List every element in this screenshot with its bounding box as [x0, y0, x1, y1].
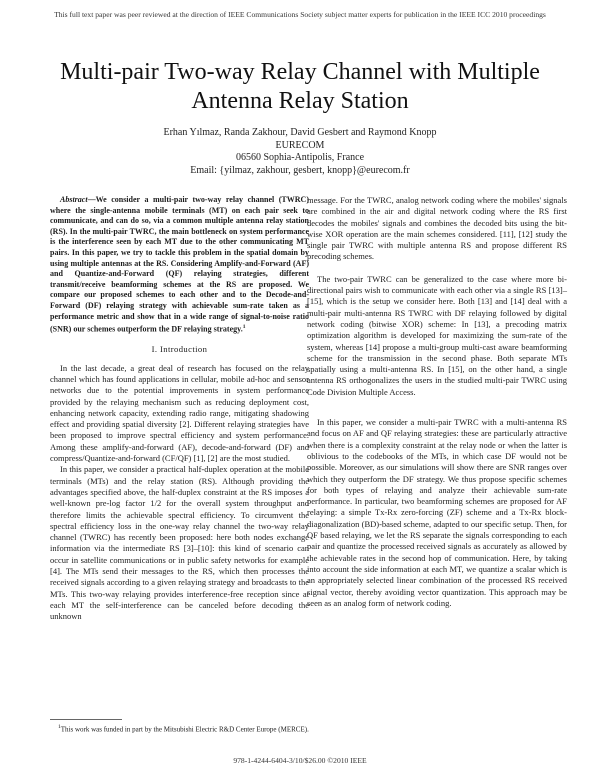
intro-paragraph-2: In this paper, we consider a practical half-duplex operation at the mobile terminals (MTs) and the relay station (RS). Although providing the advantages specified above, the half-duplex constraint at the RS imposes a well-known pre-log factor 1/2 for the overall system throughput and therefore limits the achievable spectral efficiency. To circumvent the spectral efficiency loss in the one-way relay channel the two-way relay channel (TWRC) has recently been proposed: here both nodes exchange information via the intermediate RS [3]–[10]: this kind of scenario can occur in satellite communications or in public safety networks for example [4]. The MTs send their messages to the RS, which then processes the received signals according to a given relaying strategy and broadcasts to the MTs. This two-way relaying provides interference-free reception since at each MT the self-interference can be canceled before decoding the unknown — [50, 464, 309, 622]
right-column — [307, 195, 567, 609]
paper-title: Multi-pair Two-way Relay Channel with Multiple Antenna Relay Station — [60, 59, 540, 114]
paragraph-gap — [307, 398, 567, 417]
paragraph-gap — [307, 263, 567, 274]
abstract — [50, 195, 309, 335]
email: Email: {yilmaz, zakhour, gesbert, knopp}@eurecom.fr — [190, 164, 410, 176]
footnote-text: This work was funded in part by the Mitsubishi Electric R&D Center Europe (MERCE). — [60, 725, 309, 734]
author-block — [0, 127, 600, 177]
left-column — [50, 195, 309, 623]
right-paragraph-2: The two-pair TWRC can be generalized to the case where more bi-directional pairs wish to communicate with each other via a single RS [13]–[15], which is the setup we consider here. Both [13] and [14] deal with a multi-pair multi-antenna RS TWRC with DF relaying followed by digital network coding (bitwise XOR) scheme: In [13], a precoding matrix optimization algorithm is developed for maximizing the sum-rate of the system, whereas [14] propose a multi-group multi-cast aware beamforming scheme for the transmission in the second phase. Both separate MTs spatially using a multi-antenna RS. In [15], on the other hand, a single antenna RS orthogonalizes the users in the studied multi-pair TWRC using Code Division Multiple Access. — [307, 273, 567, 397]
footnote-body — [50, 723, 309, 734]
address: 06560 Sophia-Antipolis, France — [235, 152, 365, 164]
section-heading-introduction: I. Introduction — [151, 344, 208, 355]
right-paragraph-3: In this paper, we consider a multi-pair TWRC with a multi-antenna RS and focus on AF and QF relaying strategies: these are particularly attractive when there is a complexity constraint at the relay node or when the latter is oblivious to the codebooks of the MTs, in which case DF would not be possible. Moreover, as our simulations will show there are SNR ranges over which they outperform the DF strategy. We thus propose specific schemes for both types of relaying and analyze their achievable sum-rate performance. In particular, two beamforming schemes are proposed for AF relaying: a simple Tx-Rx zero-forcing (ZF) scheme and a Tx-Rx block-diagonalization (BD)-based scheme, adapted to our specific setup. Then, for QF based relaying, we let the RS separate the signals corresponding to each pair and quantize the processed received signals as accurately as allowed by the achievable rates in the second hop of communication. Here, by taking into account the side information at each MT, we quantize a scalar which is an appropriately selected linear combination of the processed RS received signal vector, thereby avoiding vector quantization. This approach may be seen as an analog form of network coding. — [307, 417, 567, 608]
affiliation: EURECOM — [275, 139, 325, 151]
footnote-rule — [50, 719, 122, 720]
footnote-mark: 1 — [58, 724, 61, 730]
footnote — [50, 719, 309, 734]
author-names: Erhan Yılmaz, Randa Zakhour, David Gesbert and Raymond Knopp — [163, 127, 437, 138]
intro-paragraph-1: In the last decade, a great deal of research has focused on the relay channel which has found applications in cellular, mobile ad-hoc and sensor networks due to the potential improvements in system performance provided by the relaying mechanism such as reducing deployment cost, enhancing network capacity, extending radio range, mitigating shadowing effect and providing spatial diversity [2]. Different relaying strategies have been proposed to improve spectral efficiency and system performance. Among these amplify-and-forward (AF), decode-and-forward (DF) and compress/Quantize-and-forward (CF/QF) [1], [2] are the most studied. — [50, 362, 309, 464]
copyright-footer: 978-1-4244-6404-3/10/$26.00 ©2010 IEEE — [233, 756, 367, 765]
conference-header-note: This full text paper was peer reviewed at the direction of IEEE Communications Society subject matter experts for publication in the IEEE ICC 2010 proceedings — [54, 10, 546, 19]
right-paragraph-1: message. For the TWRC, analog network coding where the mobiles' signals are combined in the air and digital network coding where the RS first decodes the mobiles' signals and combines the decoded bits using the bit-wise XOR operation are the main schemes considered. [11], [12] study the single pair TWRC with multiple antenna RS and propose different RS precoding schemes. — [307, 195, 567, 262]
abstract-label: Abstract — [60, 195, 88, 204]
abstract-text: —We consider a multi-pair two-way relay channel (TWRC) where the single-antenna mobile terminals (MT) on each pair seek to communicate, and can do so, via a common multiple antenna relay station (RS). In the multi-pair TWRC, the main bottleneck on system performance is the interference seen by each MT due to the other communicating MT pairs. In this paper, we try to tackle this problem in the spatial domain by using multiple antennas at the RS. Considering Amplify-and-Forward (AF) and Quantize-and-Forward (QF) relaying strategies, different transmit/receive beamforming schemes at the RS are proposed. We compare our proposed schemes to each other and to the Decode-and-Forward (DF) relaying strategy with achievable sum-rate taken as a performance metric and show that in a wide range of signal-to-noise ratio (SNR) our schemes outperform the DF relaying strategy. — [50, 195, 309, 334]
abstract-footnote-mark: 1 — [242, 324, 246, 331]
